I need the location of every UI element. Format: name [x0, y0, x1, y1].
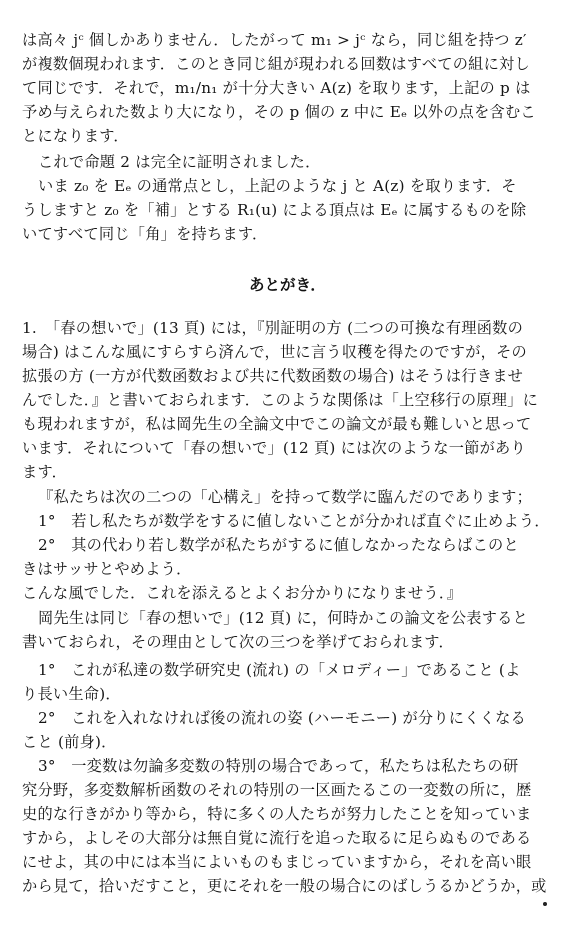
- text-line: んでした．』と書いておられます．このような関係は「上空移行の原理」に: [22, 391, 539, 409]
- text-line: が複数個現われます．このとき同じ組が現われる回数はすべての組に対し: [22, 55, 530, 73]
- quote-line: 『私たちは次の二つの「心構え」を持って数学に臨んだのであります；: [38, 488, 532, 506]
- quote-line: きはサッサとやめよう．: [22, 560, 192, 578]
- text-line: ます．: [22, 463, 68, 481]
- text-line: 1. 「春の想いで」(13 頁) には，『別証明の方 (二つの可換な有理函数の: [22, 319, 524, 337]
- text-line: 場合) はこんな風にすらすら済んで，世に言う収穫を得たのですが，その: [22, 343, 527, 361]
- text-line: とになります．: [22, 127, 129, 145]
- text-line: 予め与えられた数より大になり，その p 個の z 中に Eₑ 以外の点を含むこ: [22, 103, 536, 121]
- reason-line: 2° これを入れなければ後の流れの姿 (ハーモニー) が分りにくくなる: [38, 709, 526, 727]
- text-line: これで命題 2 は完全に証明されました．: [38, 153, 321, 171]
- reason-line: 3° 一変数は勿論多変数の特別の場合であって，私たちは私たちの研: [38, 757, 519, 775]
- text-line: は高々 jᶜ 個しかありません．したがって m₁ > jᶜ なら，同じ組を持つ z′: [22, 31, 527, 49]
- text-line: て同じです．それで，m₁/n₁ が十分大きい A(z) を取ります，上記の p は: [22, 79, 531, 97]
- reason-line: にせよ，其の中には本当によいものもまじっていますから，それを高い眼: [22, 853, 532, 871]
- text-line: います．それについて「春の想いで」(12 頁) には次のような一節があり: [22, 439, 526, 457]
- text-line: いま z₀ を Eₑ の通常点とし，上記のような j と A(z) を取ります．そ: [38, 177, 517, 195]
- reason-line: 1° これが私達の数学研究史 (流れ) の「メロディー」であること (よ: [38, 661, 521, 679]
- text-line: 岡先生は同じ「春の想いで」(12 頁) に，何時かこの論文を公表すると: [38, 609, 529, 627]
- scan-speck: [543, 902, 547, 906]
- reason-line: り長い生命)．: [22, 685, 121, 703]
- text-line: 拡張の方 (一方が代数函数および共に代数函数の場合) はそうは行きませ: [22, 367, 524, 385]
- quote-line: こんな風でした．これを添えるとよくお分かりになりませう．』: [22, 584, 463, 602]
- quote-line: 2° 其の代わり若し数学が私たちがするに値しなかったならばこのと: [38, 536, 519, 554]
- text-line: いてすべて同じ「角」を持ちます．: [22, 225, 268, 243]
- text-line: 書いておられ，その理由として次の三つを挙げておられます．: [22, 633, 454, 651]
- section-heading: あとがき．: [249, 276, 326, 294]
- text-line: うしますと z₀ を「補」とする R₁(u) による頂点は Eₑ に属するものを除: [22, 201, 527, 219]
- reason-line: 史的な行きがかり等から，特に多くの人たちが努力したことを知っていま: [22, 805, 532, 823]
- text-line: も現われますが，私は岡先生の全論文中でこの論文が最も難しいと思って: [22, 415, 532, 433]
- reason-line: から見て，拾いだすこと，更にそれを一般の場合にのばしうるかどうか，或: [22, 877, 547, 895]
- reason-line: 究分野，多変数解析函数のそれの特別の一区画たるこの一変数の所に，歴: [22, 781, 532, 799]
- quote-line: 1° 若し私たちが数学をするに値しないことが分かれば直ぐに止めよう．: [38, 512, 550, 530]
- reason-line: こと (前身)．: [22, 733, 117, 751]
- reason-line: すから，よしその大部分は無自覚に流行を追った取るに足らぬものである: [22, 829, 532, 847]
